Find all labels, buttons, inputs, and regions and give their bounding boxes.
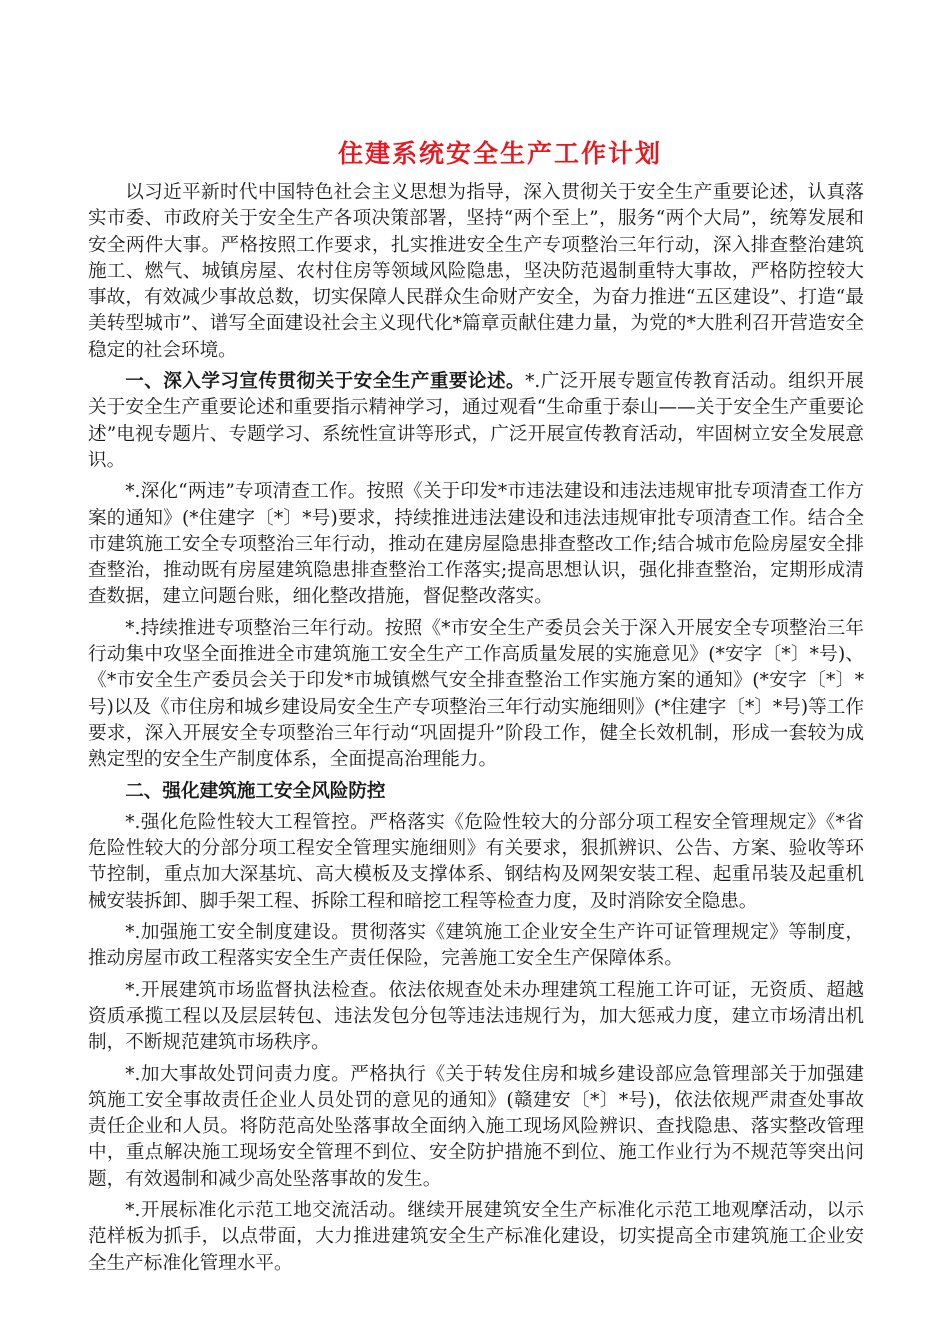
section2-heading-paragraph <box>88 779 864 805</box>
section1-paragraph-2: *.深化“两违”专项清查工作。按照《关于印发*市违法建设和违法违规审批专项清查工作方案的通知》(*住建字〔*〕*号)要求，持续推进违法建设和违法违规审批专项清查工作。结合全市建筑施工安全专项整治三年行动，推动在建房屋隐患排查整改工作;结合城市危险房屋安全排查整治，推动既有房屋建筑隐患排查整治工作落实;提高思想认识，强化排查整治，定期形成清查数据，建立问题台账，细化整改措施，督促整改落实。 <box>88 481 864 608</box>
section1-heading: 一、深入学习宣传贯彻关于安全生产重要论述。 <box>125 371 526 393</box>
document-body <box>88 180 864 1282</box>
section1-paragraph-1 <box>88 369 864 474</box>
section1-paragraph-3: *.持续推进专项整治三年行动。按照《*市安全生产委员会关于深入开展安全专项整治三年行动集中攻坚全面推进全市建筑施工安全生产工作高质量发展的实施意见》(*安字〔*〕*号)、《*市安全生产委员会关于印发*市城镇燃气安全排查整治工作实施方案的通知》(*安字〔*〕*号)以及《市住房和城乡建设局安全生产专项整治三年行动实施细则》(*住建字〔*〕*号)等工作要求，深入开展安全专项整治三年行动“巩固提升”阶段工作，健全长效机制，形成一套较为成熟定型的安全生产制度体系，全面提高治理能力。 <box>88 617 864 771</box>
section2-paragraph-3: *.开展建筑市场监督执法检查。依法依规查处未办理建筑工程施工许可证，无资质、超越资质承揽工程以及层层转包、违法发包分包等违法违规行为，加大惩戒力度，建立市场清出机制，不断规范建筑市场秩序。 <box>88 979 864 1054</box>
section2-paragraph-4: *.加大事故处罚问责力度。严格执行《关于转发住房和城乡建设部应急管理部关于加强建筑施工安全事故责任企业人员处罚的意见的通知》(赣建安〔*〕*号)，依法依规严肃查处事故责任企业和人员。将防范高处坠落事故全面纳入施工现场风险辨识、查找隐患、落实整改管理中，重点解决施工现场安全管理不到位、安全防护措施不到位、施工作业行为不规范等突出问题，有效遏制和减少高处坠落事故的发生。 <box>88 1063 864 1190</box>
section2-heading: 二、强化建筑施工安全风险防控 <box>125 780 386 802</box>
section1-lead-text: *.广泛开展专题宣传教育活动。组织开展关于安全生产重要论述和重要指示精神学习，通过观看“生命重于泰山——关于安全生产重要论述”电视专题片、专题学习、系统性宣讲等形式，广泛开展宣传教育活动，牢固树立安全发展意识。 <box>88 371 864 471</box>
document-title: 住建系统安全生产工作计划 <box>337 139 662 168</box>
section2-paragraph-1: *.强化危险性较大工程管控。严格落实《危险性较大的分部分项工程安全管理规定》《*省危险性较大的分部分项工程安全管理实施细则》有关要求，狠抓辨识、公告、方案、验收等环节控制，重点加大深基坑、高大模板及支撑体系、钢结构及网架安装工程、起重吊装及起重机械安装拆卸、脚手架工程、拆除工程和暗挖工程等检查力度，及时消除安全隐患。 <box>88 811 864 912</box>
intro-paragraph: 以习近平新时代中国特色社会主义思想为指导，深入贯彻关于安全生产重要论述，认真落实市委、市政府关于安全生产各项决策部署，坚持“两个至上”，服务“两个大局”，统筹发展和安全两件大事。严格按照工作要求，扎实推进安全生产专项整治三年行动，深入排查整治建筑施工、燃气、城镇房屋、农村住房等领域风险隐患，坚决防范遏制重特大事故，严格防控较大事故，有效减少事故总数，切实保障人民群众生命财产安全，为奋力推进“五区建设”、打造“最美转型城市”、谱写全面建设社会主义现代化*篇章贡献住建力量，为党的*大胜利召开营造安全稳定的社会环境。 <box>88 182 864 361</box>
section2-paragraph-2: *.加强施工安全制度建设。贯彻落实《建筑施工企业安全生产许可证管理规定》等制度，推动房屋市政工程落实安全生产责任保险，完善施工安全生产保障体系。 <box>88 922 864 970</box>
section2-paragraph-5: *.开展标准化示范工地交流活动。继续开展建筑安全生产标准化示范工地观摩活动，以示范样板为抓手，以点带面，大力推进建筑安全生产标准化建设，切实提高全市建筑施工企业安全生产标准化管理水平。 <box>88 1199 864 1274</box>
